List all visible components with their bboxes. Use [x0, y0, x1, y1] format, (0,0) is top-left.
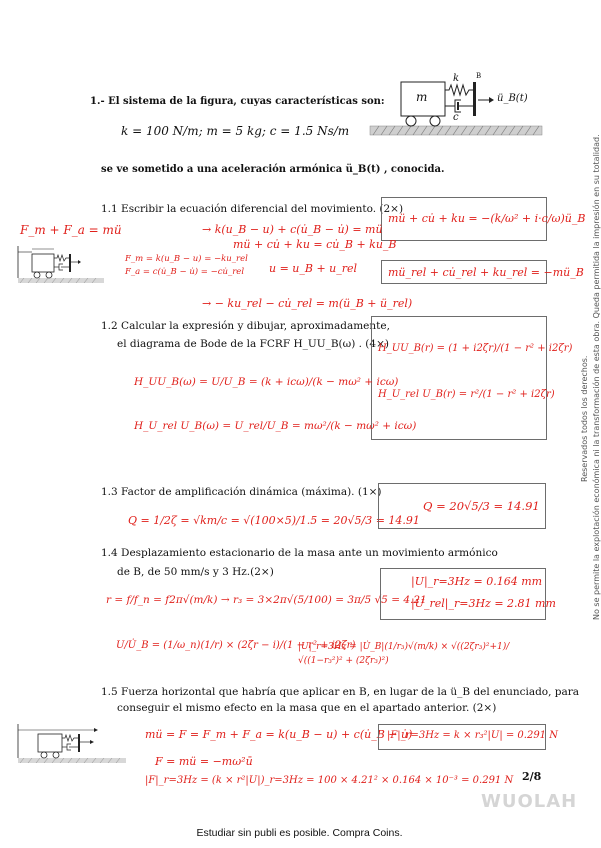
s1-work-0: F_m + F_a = mü — [20, 223, 122, 237]
fig-label-mass: m — [416, 90, 428, 104]
mini-figure-2 — [14, 724, 134, 766]
s5-question-1: 1.5 Fuerza horizontal que habría que aplicar en B, en lugar de la ü_B del enunciado, para — [101, 686, 580, 698]
s4-work-1: r = f/f_n = f2π√(m/k) → r₃ = 3×2π√(5/100) = 3π/5 √5 = 4.21 — [106, 594, 427, 606]
s4-question-2: de B, de 50 mm/s y 3 Hz.(2×) — [117, 566, 274, 578]
s1-question: 1.1 Escribir la ecuación diferencial del movimiento. (2×) — [101, 203, 404, 215]
s2-answer-2: H_U_rel U_B(r) = r²/(1 − r² + i2ζr) — [378, 389, 555, 400]
fig-label-spring: k — [453, 73, 460, 84]
s5-work-0: mü = F = F_m + F_a = k(u_B − u) + c(u̇_B − u̇) — [145, 728, 413, 741]
s3-work: Q = 1/2ζ = √km/c = √(100×5)/1.5 = 20√5/3 = 14.91 — [128, 514, 420, 527]
s5-work-1: F = mü = −mω²ū — [155, 755, 253, 768]
system-figure — [365, 72, 545, 142]
s5-work-2: |F|_r=3Hz = (k × r²|U|)_r=3Hz = 100 × 4.21² × 0.164 × 10⁻³ = 0.291 N — [145, 775, 514, 786]
s5-question-2: conseguir el mismo efecto en la masa que en el apartado anterior. (2×) — [117, 702, 497, 714]
mini-figure-1 — [14, 246, 104, 286]
problem-heading: 1.- El sistema de la figura, cuyas características son: — [90, 96, 385, 107]
copyright-line-2: No se permite la explotación económica ni la transformación de esta obra. Queda permitida la impresión en su totalidad. — [592, 134, 601, 620]
s4-work-3: |U|_r=3Hz = |U̇_B|(1/r₃)√(m/k) × √((2ζr₃)²+1)/√((1−r₃²)² + (2ζr₃)²) — [298, 642, 510, 666]
s3-answer: Q = 20√5/3 = 14.91 — [423, 499, 540, 513]
s4-answer-box — [380, 568, 556, 620]
page-number: 2/8 — [522, 770, 542, 783]
copyright-line-1: Reservados todos los derechos. — [580, 355, 589, 482]
s2-question-1: 1.2 Calcular la expresión y dibujar, aproximadamente, — [101, 320, 390, 332]
problem-params: k = 100 N/m; m = 5 kg; c = 1.5 Ns/m — [121, 124, 350, 138]
s1-work-6: → − ku_rel − cu̇_rel = m(ü_B + ü_rel) — [202, 297, 413, 310]
fig-label-damper: c — [453, 112, 459, 123]
s2-work-0: H_UU_B(ω) = U/U_B = (k + icω)/(k − mω² + icω) — [134, 376, 399, 388]
s2-answer-1: H_UU_B(r) = (1 + i2ζr)/(1 − r² + i2ζr) — [378, 343, 573, 354]
s3-answer-box — [378, 483, 546, 529]
problem-excitation: se ve sometido a una aceleración armónica ü_B(t) , conocida. — [101, 164, 445, 175]
s1-answer-2: mü_rel + cu̇_rel + ku_rel = −mü_B — [388, 266, 584, 279]
s1-work-5: u = u_B + u_rel — [269, 262, 358, 275]
s2-question-2: el diagrama de Bode de la FCRF H_UU_B(ω) . (4×) — [117, 338, 389, 350]
s3-question: 1.3 Factor de amplificación dinámica (máxima). (1×) — [101, 486, 382, 498]
fig-label-support: B — [476, 72, 482, 80]
s1-answer-box-2 — [381, 260, 584, 284]
s5-answer-box — [378, 724, 558, 750]
s1-answer-box-1 — [381, 197, 586, 241]
s5-answer: |F|_r=3Hz = k × r₃²|U| = 0.291 N — [387, 730, 558, 741]
wuolah-logo: WUOLAH — [481, 791, 578, 812]
fig-label-input: ü_B(t) — [497, 93, 528, 104]
s1-work-3: F_m = k(u_B − u) = −ku_rel — [125, 254, 248, 264]
s4-work-2: U/U̇_B = (1/ω_n)(1/r) × (2ζr − i)/(1 − r² + i2ζr) — [116, 640, 356, 651]
s1-work-4: F_a = c(u̇_B − u̇) = −cu̇_rel — [125, 267, 245, 277]
s2-work-1: H_U_rel U_B(ω) = U_rel/U_B = mω²/(k − mω² + icω) — [134, 420, 417, 432]
s1-work-1: → k(u_B − u) + c(u̇_B − u̇) = mü — [202, 223, 383, 236]
s1-work-2: mü + cu̇ + ku = cu̇_B + ku_B — [233, 238, 397, 251]
s4-question-1: 1.4 Desplazamiento estacionario de la masa ante un movimiento armónico — [101, 547, 498, 559]
s4-answer-2: |U_rel|_r=3Hz = 2.81 mm — [411, 597, 556, 610]
s1-answer-1: mü + cu̇ + ku = −(k/ω² + i·c/ω)ü_B — [388, 212, 586, 225]
footer-bottom-text: Estudiar sin publi es posible. Compra Coins. — [196, 827, 403, 839]
s4-answer-1: |U|_r=3Hz = 0.164 mm — [411, 575, 543, 588]
